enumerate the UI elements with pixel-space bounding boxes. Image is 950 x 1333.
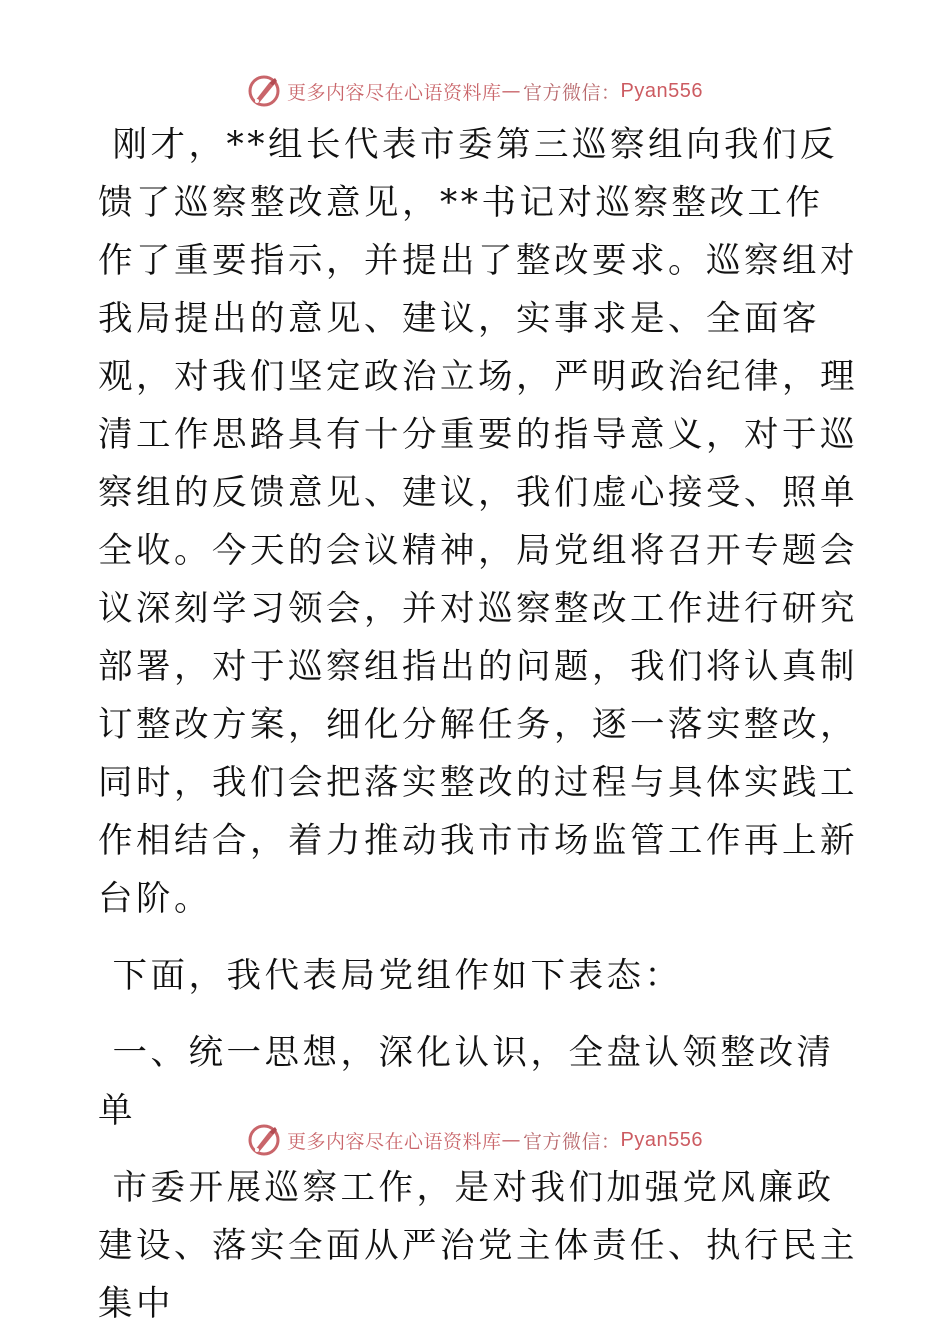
watermark-wechat-id: Pyan556 (620, 79, 703, 102)
watermark-brand: 更多内容尽在心语资料库 (287, 1130, 502, 1153)
watermark-footer (0, 1120, 950, 1160)
watermark-header (0, 71, 950, 111)
watermark-official-label: 官方微信： (523, 1130, 621, 1153)
watermark-dash: — (501, 80, 522, 102)
quill-pen-logo-icon (247, 1123, 281, 1157)
paragraph-section-1: 市委开展巡察工作，是对我们加强党风廉政建设、落实全面从严治党主体责任、执行民主集中 (98, 1168, 858, 1324)
section-heading-1: 一、统一思想，深化认识，全盘认领整改清单 (98, 1033, 835, 1131)
watermark-brand: 更多内容尽在心语资料库 (287, 81, 502, 104)
watermark-wechat-id: Pyan556 (620, 1128, 703, 1151)
watermark-dash: — (501, 1129, 522, 1151)
watermark-official-label: 官方微信： (523, 81, 621, 104)
paragraph-statement-intro: 下面，我代表局党组作如下表态： (98, 956, 683, 996)
paragraph-opening: 刚才，**组长代表市委第三巡察组向我们反馈了巡察整改意见，**书记对巡察整改工作作了重要指示，并提出了整改要求。巡察组对我局提出的意见、建议，实事求是、全面客观，对我们坚定政治立场，严明政治纪律，理清工作思路具有十分重要的指导意义，对于巡察组的反馈意见、建议，我们虚心接受、照单全收。今天的会议精神，局党组将召开专题会议深刻学习领会，并对巡察整改工作进行研究部署，对于巡察组指出的问题，我们将认真制订整改方案，细化分解任务，逐一落实整改，同时，我们会把落实整改的过程与具体实践工作相结合，着力推动我市市场监管工作再上新台阶。 (98, 125, 858, 919)
quill-pen-logo-icon (247, 74, 281, 108)
